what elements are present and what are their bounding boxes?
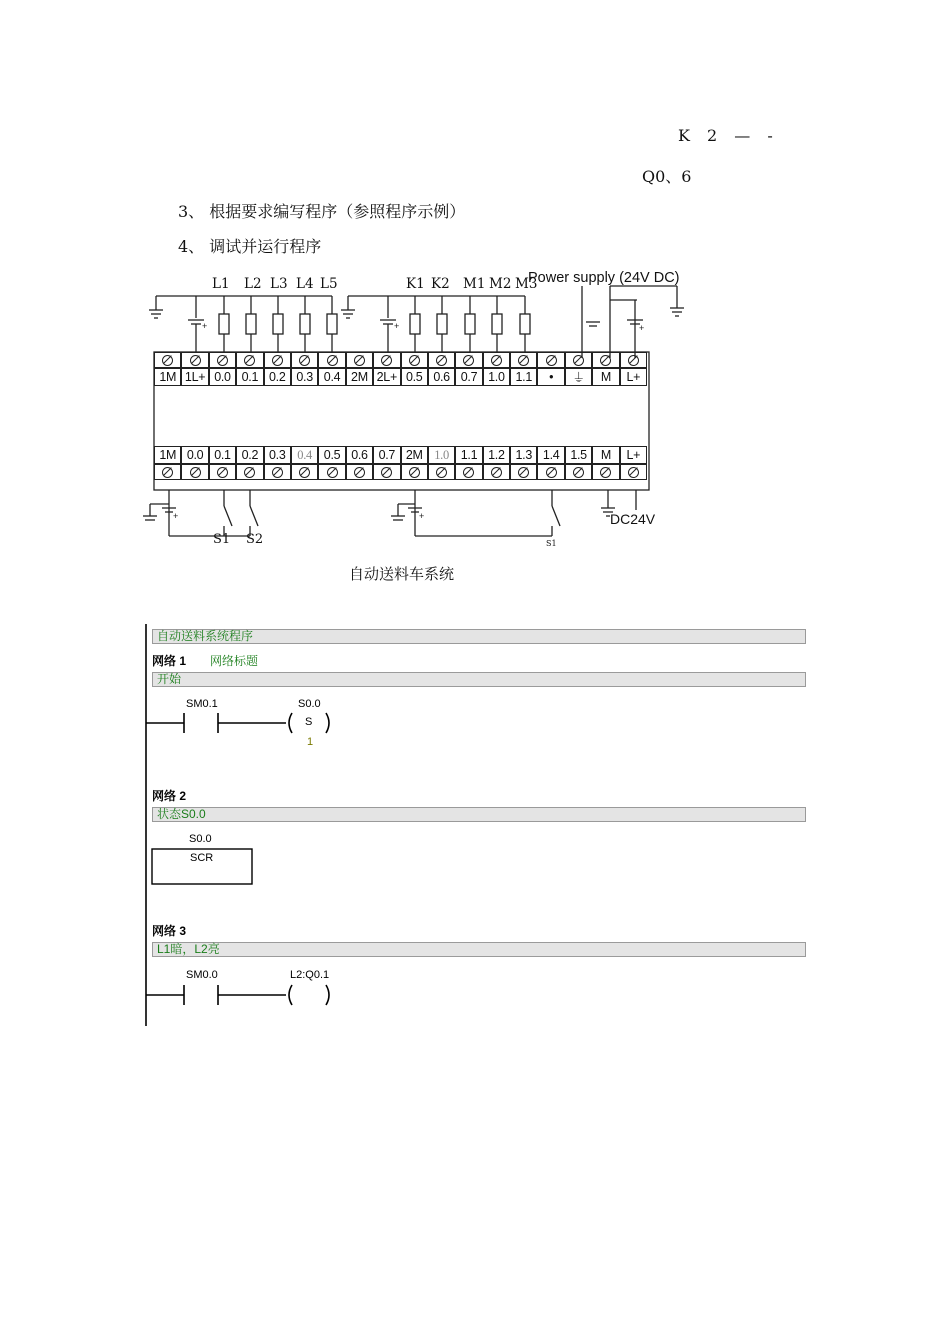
terminal-label: • bbox=[537, 368, 564, 386]
screw-icon bbox=[491, 467, 502, 478]
network-1-coil-param: 1 bbox=[307, 736, 314, 748]
network-1-coil-type: S bbox=[305, 716, 313, 728]
terminal-screw bbox=[401, 352, 428, 368]
screw-icon bbox=[244, 355, 255, 366]
terminal-screw bbox=[620, 352, 647, 368]
terminal-label: 1L+ bbox=[181, 368, 208, 386]
screw-icon bbox=[573, 467, 584, 478]
terminal-screw bbox=[537, 464, 564, 480]
terminal-label: 0.1 bbox=[209, 446, 236, 464]
terminal-label: 1.1 bbox=[510, 368, 537, 386]
terminal-screw bbox=[455, 352, 482, 368]
terminal-label: 1.0 bbox=[483, 368, 510, 386]
network-1-comment[interactable]: 开始 bbox=[152, 672, 806, 687]
top-terminal-screws bbox=[154, 352, 647, 368]
network-3-header[interactable] bbox=[152, 922, 186, 939]
screw-icon bbox=[272, 355, 283, 366]
load-label: L3 bbox=[270, 276, 288, 292]
step-3: 3、 根据要求编写程序（参照程序示例） bbox=[178, 202, 466, 221]
load-label: M2 bbox=[489, 276, 512, 292]
screw-icon bbox=[436, 467, 447, 478]
load-label: L4 bbox=[296, 276, 314, 292]
terminal-screw bbox=[346, 352, 373, 368]
terminal-label: 1.5 bbox=[565, 446, 592, 464]
screw-icon bbox=[354, 467, 365, 478]
terminal-screw bbox=[537, 352, 564, 368]
network-2-comment[interactable]: 状态S0.0 bbox=[152, 807, 806, 822]
terminal-label: 1.4 bbox=[537, 446, 564, 464]
screw-icon bbox=[327, 467, 338, 478]
load-label: M3 bbox=[515, 276, 538, 292]
terminal-screw bbox=[428, 464, 455, 480]
terminal-label: 1.3 bbox=[510, 446, 537, 464]
terminal-label: 0.6 bbox=[346, 446, 373, 464]
svg-text:+: + bbox=[639, 323, 645, 333]
terminal-screw bbox=[346, 464, 373, 480]
terminal-screw bbox=[483, 464, 510, 480]
network-3-coil-address: L2:Q0.1 bbox=[290, 969, 330, 981]
network-1-title: 网络标题 bbox=[210, 654, 259, 668]
screw-icon bbox=[327, 355, 338, 366]
terminal-label: 2M bbox=[346, 368, 373, 386]
terminal-label: 0.3 bbox=[264, 446, 291, 464]
screw-icon bbox=[354, 355, 365, 366]
power-supply-label: Power supply (24V DC) bbox=[528, 270, 680, 286]
switch-label-s1: S1 bbox=[213, 532, 231, 547]
terminal-label: 0.1 bbox=[236, 368, 263, 386]
screw-icon bbox=[190, 467, 201, 478]
terminal-screw bbox=[291, 352, 318, 368]
top-terminal-labels bbox=[154, 368, 647, 386]
network-1-label: 网络 1 bbox=[152, 654, 187, 668]
terminal-screw bbox=[510, 464, 537, 480]
screw-icon bbox=[463, 355, 474, 366]
screw-icon bbox=[600, 467, 611, 478]
program-comment-bar[interactable]: 自动送料系统程序 bbox=[152, 629, 806, 644]
screw-icon bbox=[546, 355, 557, 366]
terminal-label: L+ bbox=[620, 446, 647, 464]
terminal-screw bbox=[592, 464, 619, 480]
terminal-screw bbox=[428, 352, 455, 368]
screw-icon bbox=[190, 355, 201, 366]
terminal-label: 0.0 bbox=[181, 446, 208, 464]
switch-label-s2: S2 bbox=[246, 532, 264, 547]
svg-text:+: + bbox=[173, 511, 179, 521]
screw-icon bbox=[272, 467, 283, 478]
screw-icon bbox=[409, 355, 420, 366]
terminal-label: 1M bbox=[154, 368, 181, 386]
terminal-screw bbox=[236, 464, 263, 480]
terminal-label: 0.2 bbox=[236, 446, 263, 464]
terminal-screw bbox=[209, 352, 236, 368]
svg-text:+: + bbox=[394, 321, 400, 331]
terminal-label: 0.7 bbox=[455, 368, 482, 386]
network-1-header[interactable] bbox=[152, 652, 258, 669]
terminal-label: 0.0 bbox=[209, 368, 236, 386]
terminal-screw bbox=[318, 352, 345, 368]
network-3-contact-address: SM0.0 bbox=[186, 969, 218, 981]
dc24v-label: DC24V bbox=[610, 511, 656, 527]
terminal-label: 0.3 bbox=[291, 368, 318, 386]
screw-icon bbox=[491, 355, 502, 366]
terminal-screw bbox=[264, 352, 291, 368]
terminal-label: 0.5 bbox=[318, 446, 345, 464]
bottom-terminal-screws bbox=[154, 464, 647, 480]
load-label: L5 bbox=[320, 276, 338, 292]
terminal-label: 1.0 bbox=[428, 446, 455, 464]
terminal-screw bbox=[373, 352, 400, 368]
screw-icon bbox=[162, 355, 173, 366]
terminal-label: 1.1 bbox=[455, 446, 482, 464]
network-2-box-type: SCR bbox=[190, 852, 214, 864]
screw-icon bbox=[381, 355, 392, 366]
screw-icon bbox=[628, 467, 639, 478]
terminal-label: L+ bbox=[620, 368, 647, 386]
network-2-box-address: S0.0 bbox=[189, 833, 212, 845]
header-line-2: Q0、6 bbox=[642, 167, 692, 186]
step-4: 4、 调试并运行程序 bbox=[178, 237, 322, 256]
network-1-contact-address: SM0.1 bbox=[186, 698, 218, 710]
network-1-coil-address: S0.0 bbox=[298, 698, 321, 710]
svg-text:+: + bbox=[202, 321, 208, 331]
terminal-label: 2M bbox=[401, 446, 428, 464]
terminal-screw bbox=[264, 464, 291, 480]
load-label: M1 bbox=[463, 276, 486, 292]
screw-icon bbox=[162, 467, 173, 478]
screw-icon bbox=[299, 467, 310, 478]
terminal-screw bbox=[401, 464, 428, 480]
screw-icon bbox=[381, 467, 392, 478]
svg-text:+: + bbox=[419, 511, 425, 521]
diagram-caption: 自动送料车系统 bbox=[349, 566, 455, 583]
screw-icon bbox=[217, 355, 228, 366]
load-label: L2 bbox=[244, 276, 262, 292]
terminal-label: 2L+ bbox=[373, 368, 400, 386]
network-2-label: 网络 2 bbox=[152, 789, 187, 803]
terminal-screw bbox=[181, 464, 208, 480]
screw-icon bbox=[217, 467, 228, 478]
terminal-screw bbox=[455, 464, 482, 480]
screw-icon bbox=[573, 355, 584, 366]
load-label: L1 bbox=[212, 276, 230, 292]
screw-icon bbox=[600, 355, 611, 366]
terminal-label: 0.2 bbox=[264, 368, 291, 386]
terminal-screw bbox=[154, 464, 181, 480]
terminal-label: 0.6 bbox=[428, 368, 455, 386]
terminal-screw bbox=[373, 464, 400, 480]
header-line-1: K 2 — - bbox=[678, 126, 779, 145]
terminal-screw bbox=[565, 464, 592, 480]
terminal-screw bbox=[291, 464, 318, 480]
terminal-label: M bbox=[592, 446, 619, 464]
screw-icon bbox=[518, 355, 529, 366]
plc-wiring-diagram bbox=[140, 268, 740, 588]
terminal-label: M bbox=[592, 368, 619, 386]
switch-label-s1-right: S1 bbox=[546, 539, 557, 548]
screw-icon bbox=[436, 355, 447, 366]
terminal-screw bbox=[510, 352, 537, 368]
bottom-terminal-labels bbox=[154, 446, 647, 464]
terminal-screw bbox=[318, 464, 345, 480]
screw-icon bbox=[628, 355, 639, 366]
screw-icon bbox=[546, 467, 557, 478]
terminal-label: 0.4 bbox=[318, 368, 345, 386]
network-3-label: 网络 3 bbox=[152, 924, 187, 938]
screw-icon bbox=[299, 355, 310, 366]
terminal-screw bbox=[181, 352, 208, 368]
terminal-label: 1.2 bbox=[483, 446, 510, 464]
terminal-screw bbox=[483, 352, 510, 368]
terminal-screw bbox=[154, 352, 181, 368]
screw-icon bbox=[409, 467, 420, 478]
load-label: K2 bbox=[431, 276, 450, 292]
terminal-screw bbox=[565, 352, 592, 368]
load-label: K1 bbox=[406, 276, 425, 292]
terminal-screw bbox=[209, 464, 236, 480]
terminal-screw bbox=[236, 352, 263, 368]
terminal-label: 0.7 bbox=[373, 446, 400, 464]
terminal-label: 1M bbox=[154, 446, 181, 464]
screw-icon bbox=[244, 467, 255, 478]
terminal-label: ⏚ bbox=[565, 368, 592, 386]
network-3-comment[interactable]: L1暗，L2亮 bbox=[152, 942, 806, 957]
screw-icon bbox=[518, 467, 529, 478]
terminal-screw bbox=[592, 352, 619, 368]
terminal-screw bbox=[620, 464, 647, 480]
network-2-header[interactable] bbox=[152, 787, 186, 804]
terminal-label: 0.5 bbox=[401, 368, 428, 386]
terminal-label: 0.4 bbox=[291, 446, 318, 464]
screw-icon bbox=[463, 467, 474, 478]
